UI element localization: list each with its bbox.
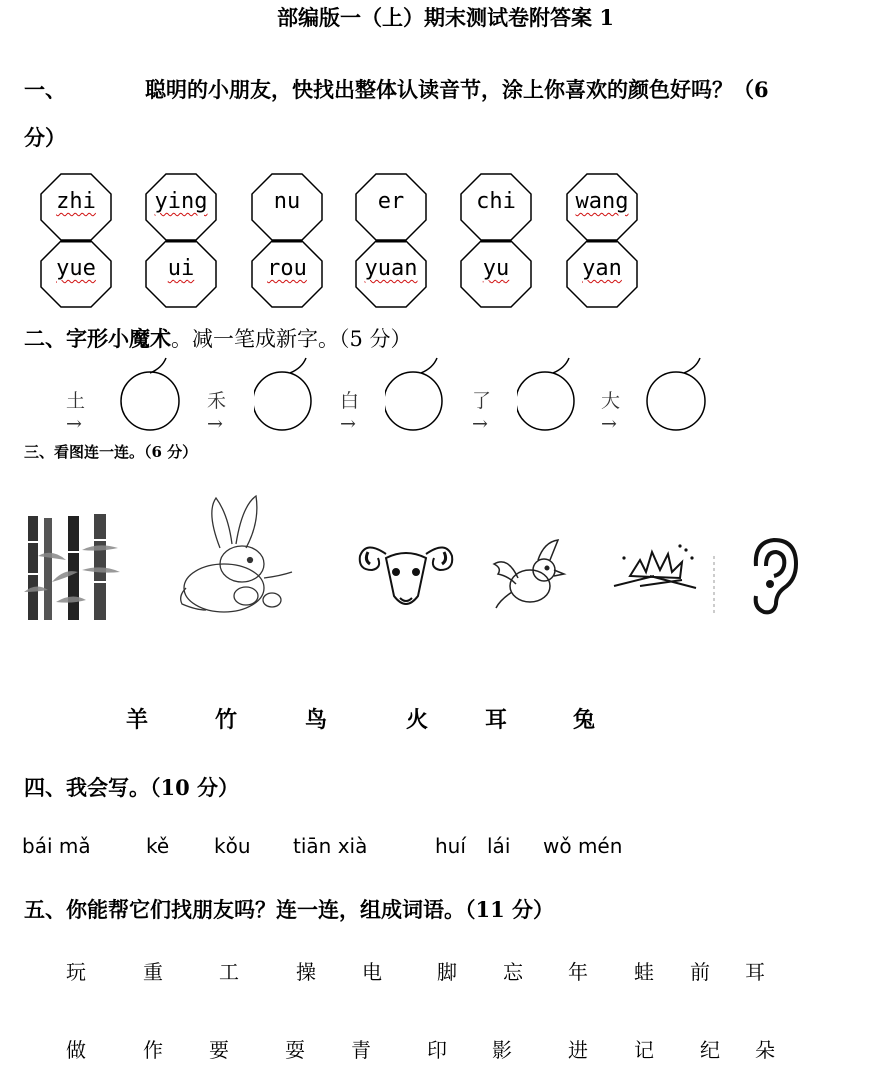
divider-line <box>712 556 716 616</box>
word-char-row2[interactable]: 印 <box>427 1038 447 1062</box>
syllable-label: ui <box>167 256 195 281</box>
apple-answer-circle[interactable] <box>517 356 647 436</box>
question-1-number: 一、 <box>24 77 66 102</box>
pinyin-prompt: wǒ mén <box>543 834 623 858</box>
apple-answer-circle[interactable] <box>646 356 776 436</box>
bird-picture[interactable] <box>488 538 570 612</box>
word-char-row2[interactable]: 做 <box>66 1038 86 1062</box>
magic-character: 了→ <box>472 390 492 435</box>
word-char-row1[interactable]: 脚 <box>437 960 457 984</box>
pinyin-prompt: kě <box>146 834 170 858</box>
question-2-title-bold: 二、字形小魔术 <box>24 326 171 351</box>
apple-answer-circle[interactable] <box>254 356 384 436</box>
word-char-row2[interactable]: 记 <box>634 1038 654 1062</box>
pinyin-prompt: huí <box>435 834 466 858</box>
word-char-row1[interactable]: 重 <box>143 960 163 984</box>
syllable-octagon[interactable] <box>145 240 217 308</box>
syllable-label: er <box>377 189 405 214</box>
page-title: 部编版一（上）期末测试卷附答案 1 <box>277 5 614 30</box>
match-word[interactable]: 鸟 <box>305 707 328 733</box>
sheep-picture[interactable] <box>356 538 456 614</box>
syllable-octagon[interactable] <box>145 173 217 241</box>
pinyin-prompt: lái <box>487 834 511 858</box>
pinyin-prompt: bái mǎ <box>22 834 91 858</box>
syllable-label: wang <box>575 189 629 214</box>
word-char-row1[interactable]: 前 <box>690 960 710 984</box>
match-word[interactable]: 耳 <box>485 707 508 733</box>
syllable-label: yan <box>582 256 622 281</box>
word-char-row1[interactable]: 年 <box>568 960 588 984</box>
syllable-label: yuan <box>364 256 418 281</box>
word-char-row1[interactable]: 操 <box>296 960 316 984</box>
syllable-label: nu <box>273 189 301 214</box>
syllable-label: yue <box>56 256 96 281</box>
pinyin-prompt: tiān xià <box>293 834 368 858</box>
syllable-octagon[interactable] <box>355 240 427 308</box>
question-2-title-rest: 。减一笔成新字。（5 分） <box>171 327 412 351</box>
magic-character: 白→ <box>340 390 360 435</box>
syllable-label: zhi <box>56 189 96 214</box>
magic-character: 禾→ <box>207 390 227 435</box>
magic-character: 大→ <box>601 390 621 435</box>
syllable-octagon[interactable] <box>251 240 323 308</box>
word-char-row1[interactable]: 工 <box>219 960 239 984</box>
word-char-row2[interactable]: 作 <box>143 1038 163 1062</box>
syllable-label: ying <box>154 189 208 214</box>
word-char-row1[interactable]: 电 <box>362 960 382 984</box>
syllable-label: chi <box>476 189 516 214</box>
question-5-title: 五、你能帮它们找朋友吗？连一连，组成词语。（11 分） <box>24 897 555 922</box>
rabbit-picture[interactable] <box>176 492 300 618</box>
word-char-row1[interactable]: 玩 <box>66 960 86 984</box>
word-char-row2[interactable]: 朵 <box>755 1038 775 1062</box>
syllable-octagon[interactable] <box>460 240 532 308</box>
syllable-label: rou <box>267 256 307 281</box>
apple-answer-circle[interactable] <box>385 356 515 436</box>
word-char-row2[interactable]: 青 <box>351 1038 371 1062</box>
syllable-octagon[interactable] <box>251 173 323 241</box>
word-char-row2[interactable]: 影 <box>492 1038 512 1062</box>
syllable-octagon[interactable] <box>566 173 638 241</box>
word-char-row1[interactable]: 蛙 <box>634 960 654 984</box>
match-word[interactable]: 火 <box>406 707 429 733</box>
question-4-title: 四、我会写。（10 分） <box>24 775 240 800</box>
syllable-octagon[interactable] <box>355 173 427 241</box>
syllable-octagon[interactable] <box>40 240 112 308</box>
word-char-row1[interactable]: 忘 <box>503 960 523 984</box>
syllable-label: yu <box>482 256 510 281</box>
syllable-octagon[interactable] <box>40 173 112 241</box>
match-word[interactable]: 羊 <box>126 707 149 733</box>
question-1-text: 聪明的小朋友，快找出整体认读音节，涂上你喜欢的颜色好吗？（6 <box>145 77 769 102</box>
apple-answer-circle[interactable] <box>116 356 246 436</box>
word-char-row2[interactable]: 耍 <box>285 1038 305 1062</box>
match-word[interactable]: 兔 <box>573 707 596 733</box>
question-1-text-cont: 分） <box>24 125 66 150</box>
word-char-row2[interactable]: 要 <box>209 1038 229 1062</box>
word-char-row2[interactable]: 纪 <box>700 1038 720 1062</box>
bamboo-picture[interactable] <box>22 512 122 620</box>
match-word[interactable]: 竹 <box>215 707 238 733</box>
question-3-title: 三、看图连一连。（6 分） <box>24 443 198 461</box>
word-char-row1[interactable]: 耳 <box>745 960 765 984</box>
question-2-title <box>24 323 412 353</box>
syllable-octagon[interactable] <box>460 173 532 241</box>
syllable-octagon[interactable] <box>566 240 638 308</box>
pinyin-prompt: kǒu <box>214 834 251 858</box>
fire-picture[interactable] <box>610 542 700 594</box>
ear-picture[interactable] <box>744 536 802 616</box>
magic-character: 土→ <box>66 390 86 435</box>
word-char-row2[interactable]: 进 <box>568 1038 588 1062</box>
